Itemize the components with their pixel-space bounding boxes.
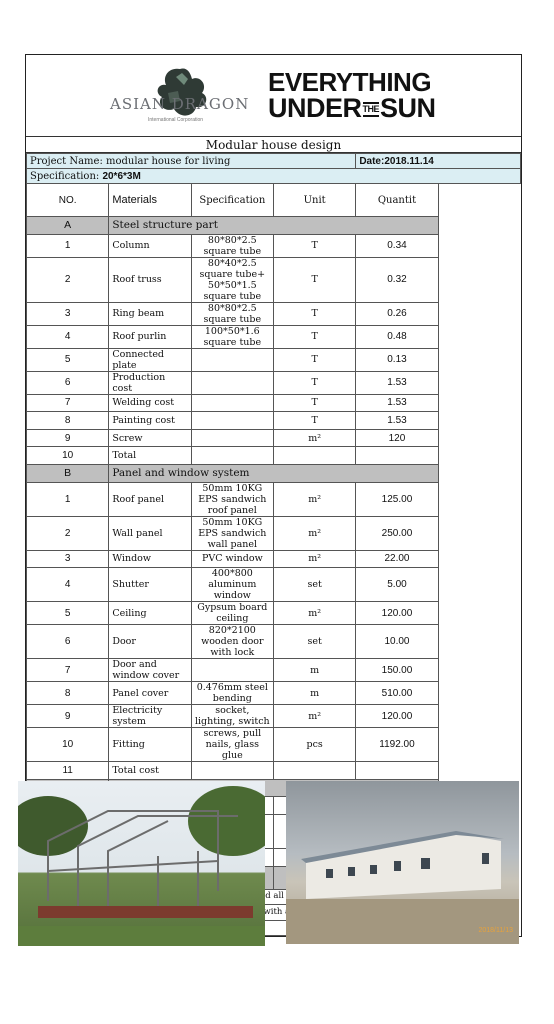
section-header-row [27,464,521,482]
row-unit: T [273,412,355,430]
row-material: Shutter [109,568,191,602]
table-row [27,762,521,780]
table-row [27,257,521,302]
row-material: Total [109,447,191,465]
row-unit: T [273,257,355,302]
row-no: 10 [27,728,109,762]
row-spec-line: 80*80*2.5 square tube [203,234,262,257]
row-material: Electricity system [109,705,191,728]
table-row [27,482,521,516]
row-material: Panel cover [109,682,191,705]
row-spec-line: 400*800 aluminum window [208,568,257,602]
row-spec-line: PVC window [201,553,263,565]
slogan-under: UNDER [268,93,362,123]
row-no: 9 [27,429,109,447]
row-unit: m² [273,516,355,550]
row-no: 10 [27,447,109,465]
row-spec [191,705,273,728]
row-unit: set [273,568,355,602]
row-spec [191,447,273,465]
row-unit: m² [273,602,355,625]
document-title: Modular house design [26,137,521,153]
row-unit: m² [273,429,355,447]
row-no: 8 [27,682,109,705]
table-row [27,705,521,728]
photo-date-stamp: 2018/11/13 [478,927,513,934]
logo-band [26,55,521,137]
brand-subtitle: International Corporation [148,117,204,123]
row-no: 3 [27,550,109,568]
specification-value: 20*6*3M [102,170,141,182]
table-row [27,325,521,348]
table-row [27,568,521,602]
row-unit [273,447,355,465]
table-row [27,371,521,394]
row-spec [191,482,273,516]
row-spec [191,371,273,394]
row-material: Production cost [109,371,191,394]
steel-frame-photo [18,781,265,946]
row-no: 2 [27,516,109,550]
section-title: Steel structure part [109,217,438,235]
row-spec [191,602,273,625]
row-material: Painting cost [109,412,191,430]
row-no: 3 [27,302,109,325]
row-spec-line: 100*50*1.6 square tube [203,325,262,348]
row-spec [191,682,273,705]
row-unit: set [273,625,355,659]
table-body [27,217,521,867]
slogan-sun: SUN [380,93,436,123]
date-value: 2018.11.14 [384,155,434,167]
date-cell [356,154,521,169]
row-unit: pcs [273,728,355,762]
row-material: Roof truss [109,257,191,302]
row-material: Welding cost [109,394,191,412]
table-row [27,625,521,659]
row-spec [191,234,273,257]
specification-label: Specification: [30,170,103,182]
row-material: Connected plate [109,348,191,371]
row-qty: 10.00 [356,625,438,659]
section-header-row [27,217,521,235]
table-row [27,659,521,682]
row-spec-line: Gypsum board ceiling [197,602,268,625]
remark-1: all [27,889,439,905]
row-no: 5 [27,602,109,625]
row-qty: 1.53 [356,412,438,430]
row-unit: T [273,394,355,412]
row-material: Wall panel [109,516,191,550]
row-spec [191,625,273,659]
row-no: 2 [27,257,109,302]
date-label: Date: [359,155,385,167]
table-row [27,550,521,568]
row-qty: 1.53 [356,371,438,394]
row-material: Window [109,550,191,568]
row-unit: T [273,348,355,371]
row-no: 8 [27,412,109,430]
row-spec [191,516,273,550]
row-qty: 125.00 [356,482,438,516]
header-specification: Specification [191,184,273,217]
row-spec [191,302,273,325]
row-material: Fitting [109,728,191,762]
row-qty: 5.00 [356,568,438,602]
row-qty: 510.00 [356,682,438,705]
row-unit: T [273,325,355,348]
row-material: Ceiling [109,602,191,625]
row-material: Screw [109,429,191,447]
row-spec [191,412,273,430]
table-row [27,682,521,705]
row-qty: 250.00 [356,516,438,550]
header-no: NO. [27,184,109,217]
row-material: Door [109,625,191,659]
header-materials: Materials [109,184,191,217]
slogan-line1: EVERYTHING [268,67,432,97]
row-no: 9 [27,705,109,728]
row-no: 4 [27,325,109,348]
table-row [27,302,521,325]
table-row [27,348,521,371]
row-spec-line: 50mm 10KG EPS sandwich roof panel [198,482,267,516]
slogan-line2 [268,95,436,121]
row-qty: 120.00 [356,705,438,728]
row-spec [191,728,273,762]
row-unit: T [273,371,355,394]
row-no: 11 [27,762,109,780]
row-spec-line: socket, lighting, switch [194,705,270,728]
row-spec [191,568,273,602]
row-spec [191,550,273,568]
row-unit: T [273,234,355,257]
table-row [27,728,521,762]
row-qty [356,447,438,465]
row-qty: 0.32 [356,257,438,302]
row-spec-line: 80*80*2.5 square tube [203,302,262,325]
row-spec-line: 80*40*2.5 square tube+ [199,257,266,280]
row-material: Door and window cover [109,659,191,682]
section-id: B [27,464,109,482]
brand-slogan [268,69,436,121]
row-spec [191,257,273,302]
slogan-the: THE [363,102,380,117]
table-row [27,602,521,625]
specification-cell [27,169,521,184]
row-spec [191,659,273,682]
table-row [27,429,521,447]
row-material: Roof purlin [109,325,191,348]
table-row [27,394,521,412]
row-unit [273,762,355,780]
row-unit: T [273,302,355,325]
row-spec-line: 820*2100 wooden door with lock [201,625,264,659]
header-quantity: Quantit [356,184,438,217]
finished-house-illustration [286,781,519,944]
row-material: Roof panel [109,482,191,516]
row-qty: 0.26 [356,302,438,325]
specification-row [27,169,521,184]
row-spec [191,429,273,447]
table-row [27,412,521,430]
row-qty: 0.48 [356,325,438,348]
row-spec [191,762,273,780]
row-spec [191,325,273,348]
table-row [27,447,521,465]
project-row [27,154,521,169]
row-no: 4 [27,568,109,602]
row-no: 7 [27,394,109,412]
row-no: 5 [27,348,109,371]
brand-name: ASIAN DRAGON [110,95,250,113]
row-spec-line2: 50*50*1.5 square tube [203,279,262,302]
finished-house-photo [286,781,519,944]
steel-frame-illustration [18,781,265,946]
row-material: Ring beam [109,302,191,325]
header-unit: Unit [273,184,355,217]
row-unit: m [273,682,355,705]
row-material: Column [109,234,191,257]
table-row [27,516,521,550]
row-no: 7 [27,659,109,682]
row-spec-line: 50mm 10KG EPS sandwich wall panel [198,516,267,550]
row-no: 1 [27,234,109,257]
section-title: Panel and window system [109,464,438,482]
row-material: Total cost [109,762,191,780]
row-unit: m² [273,550,355,568]
section-id: A [27,217,109,235]
row-qty: 22.00 [356,550,438,568]
row-unit: m² [273,705,355,728]
row-spec-line: screws, pull nails, glass glue [203,728,262,762]
row-qty: 1.53 [356,394,438,412]
row-qty: 0.13 [356,348,438,371]
row-qty: 120.00 [356,602,438,625]
row-no: 6 [27,625,109,659]
column-header-row [27,184,521,217]
row-qty: 150.00 [356,659,438,682]
row-qty [356,762,438,780]
row-no: 6 [27,371,109,394]
row-spec [191,394,273,412]
row-qty: 0.34 [356,234,438,257]
row-spec-line: 0.476mm steel bending [196,682,268,705]
row-unit: m² [273,482,355,516]
table-row [27,234,521,257]
row-qty: 1192.00 [356,728,438,762]
row-unit: m [273,659,355,682]
row-no: 1 [27,482,109,516]
row-qty: 120 [356,429,438,447]
row-spec [191,348,273,371]
project-name: Project Name: modular house for living [27,154,356,169]
